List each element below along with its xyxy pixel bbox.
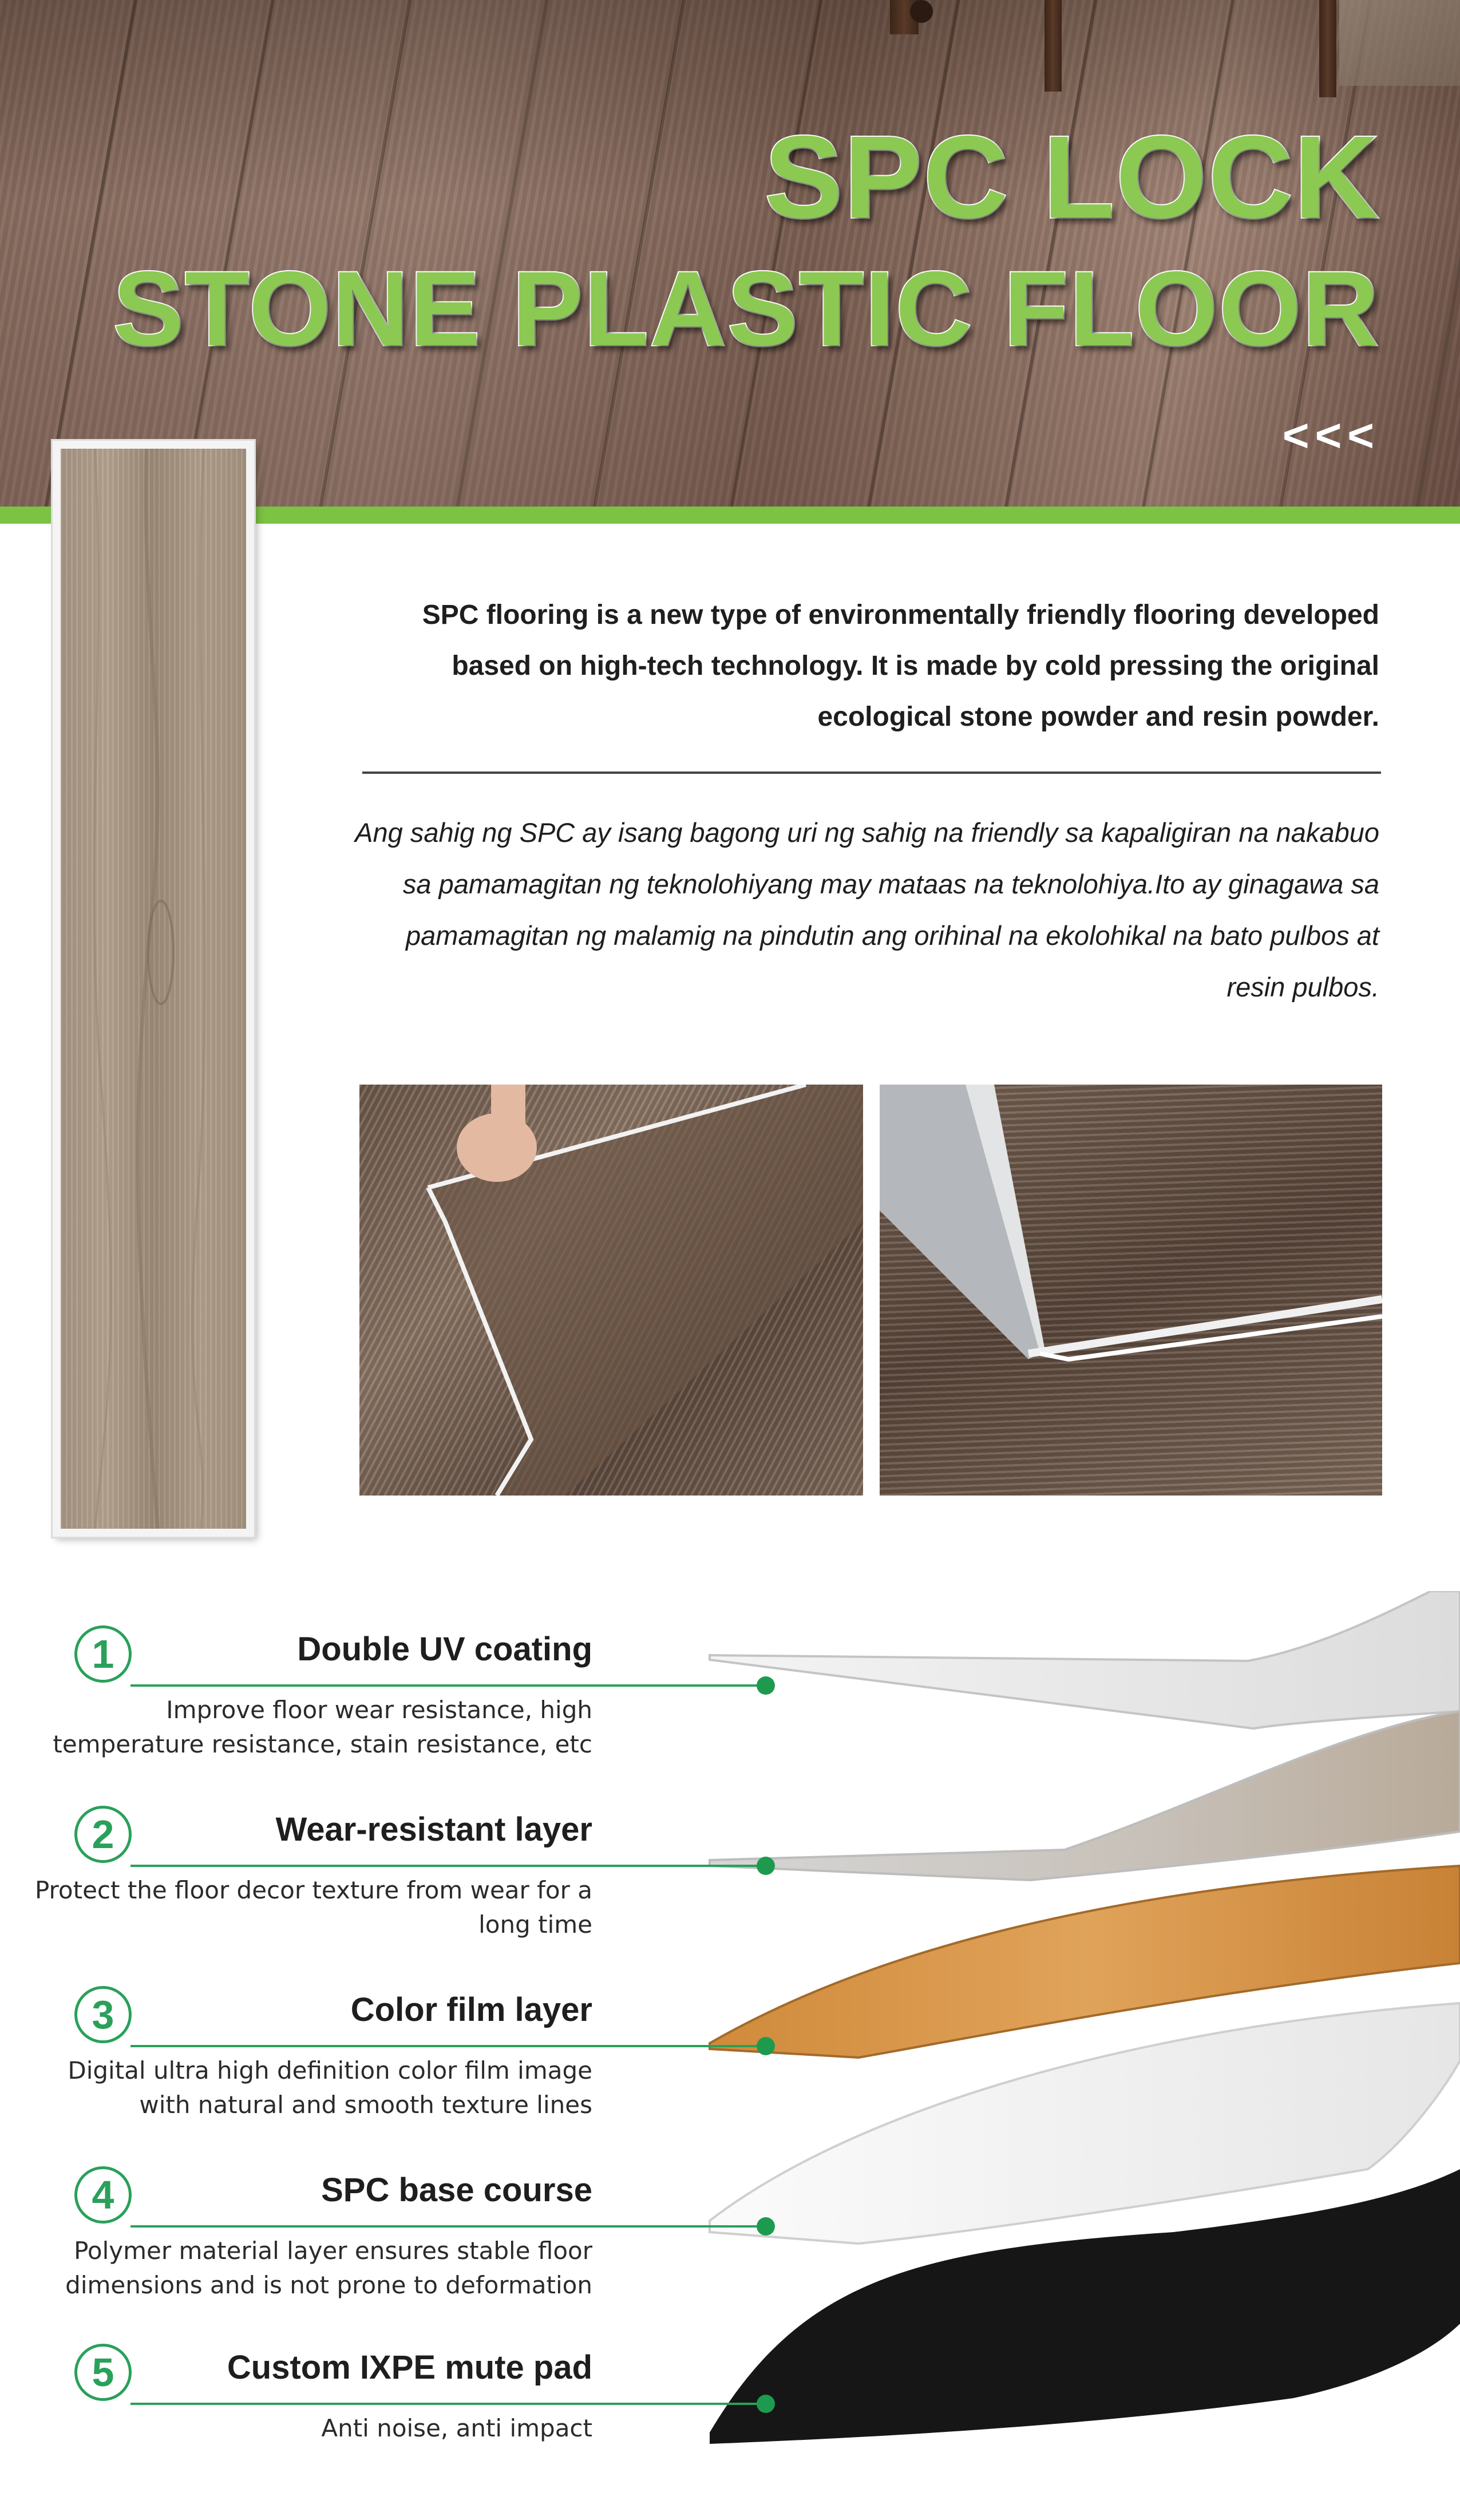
divider xyxy=(362,772,1381,774)
layer-1-leader-line xyxy=(130,1684,766,1687)
layer-5-leader-line xyxy=(130,2403,766,2405)
layer-4-number-badge: 4 xyxy=(74,2166,132,2224)
layer-4-leader-line xyxy=(130,2225,766,2228)
layer-3-leader-line xyxy=(130,2045,766,2047)
hero-banner xyxy=(0,0,1460,507)
layer-3-leader-dot xyxy=(757,2037,775,2055)
layer-1-number-badge: 1 xyxy=(74,1625,132,1683)
layer-4-leader-dot xyxy=(757,2217,775,2236)
layer-2-title: Wear-resistant layer xyxy=(275,1811,592,1848)
click-lock-detail-photo xyxy=(880,1085,1382,1496)
layer-1-description: Improve floor wear resistance, high temperature resistance, stain resistance, etc xyxy=(53,1696,592,1758)
layer-1-leader-dot xyxy=(757,1676,775,1695)
layer-5-number-badge: 5 xyxy=(74,2344,132,2401)
layer-4-description: Polymer material layer ensures stable floor dimensions and is not prone to deformation xyxy=(65,2237,592,2299)
layer-2-description: Protect the floor decor texture from wear for a long time xyxy=(34,1876,592,1939)
chair-wheel xyxy=(910,0,933,23)
installation-photo-hand xyxy=(359,1085,863,1496)
intro-english-text: SPC flooring is a new type of environmentally friendly flooring developed based on high-tech technology. It is made by cold pressing the original ecological stone powder and resin powder. xyxy=(422,600,1379,732)
layer-2-leader-dot xyxy=(757,1857,775,1875)
plank-sample-image xyxy=(61,449,246,1529)
layer-5-title: Custom IXPE mute pad xyxy=(227,2349,592,2386)
layer-1-title: Double UV coating xyxy=(297,1631,592,1668)
layer-3-title: Color film layer xyxy=(350,1991,592,2028)
layer-2-leader-line xyxy=(130,1865,766,1867)
layer-4-title: SPC base course xyxy=(321,2171,592,2209)
layer-3-description: Digital ultra high definition color film image with natural and smooth texture lines xyxy=(68,2056,592,2119)
chair-leg-right xyxy=(1044,0,1062,92)
wood-grain-icon xyxy=(61,449,246,1529)
layer-2-number-badge: 2 xyxy=(74,1806,132,1863)
layer-5-leader-dot xyxy=(757,2395,775,2413)
chevron-left-arrows-icon: <<< xyxy=(1282,410,1380,461)
layer-5-description: Anti noise, anti impact xyxy=(321,2414,592,2442)
rug xyxy=(1339,0,1460,86)
intro-tagalog-text: Ang sahig ng SPC ay isang bagong uri ng sahig na friendly sa kapaligiran na nakabuo sa pamamagitan ng teknolohiyang may mataas na teknolohiya.Ito ay ginagawa sa pamamagitan ng malamig na pindutin ang orihinal na ekolohikal na bato pulbos at resin pulbos. xyxy=(355,817,1379,1002)
layer-3-number-badge: 3 xyxy=(74,1986,132,2043)
hero-title-line2: STONE PLASTIC FLOOR xyxy=(113,250,1380,368)
chair-leg-back xyxy=(1319,0,1336,97)
hero-title-line1: SPC LOCK xyxy=(764,112,1380,243)
floor-layers-illustration xyxy=(687,1591,1460,2484)
